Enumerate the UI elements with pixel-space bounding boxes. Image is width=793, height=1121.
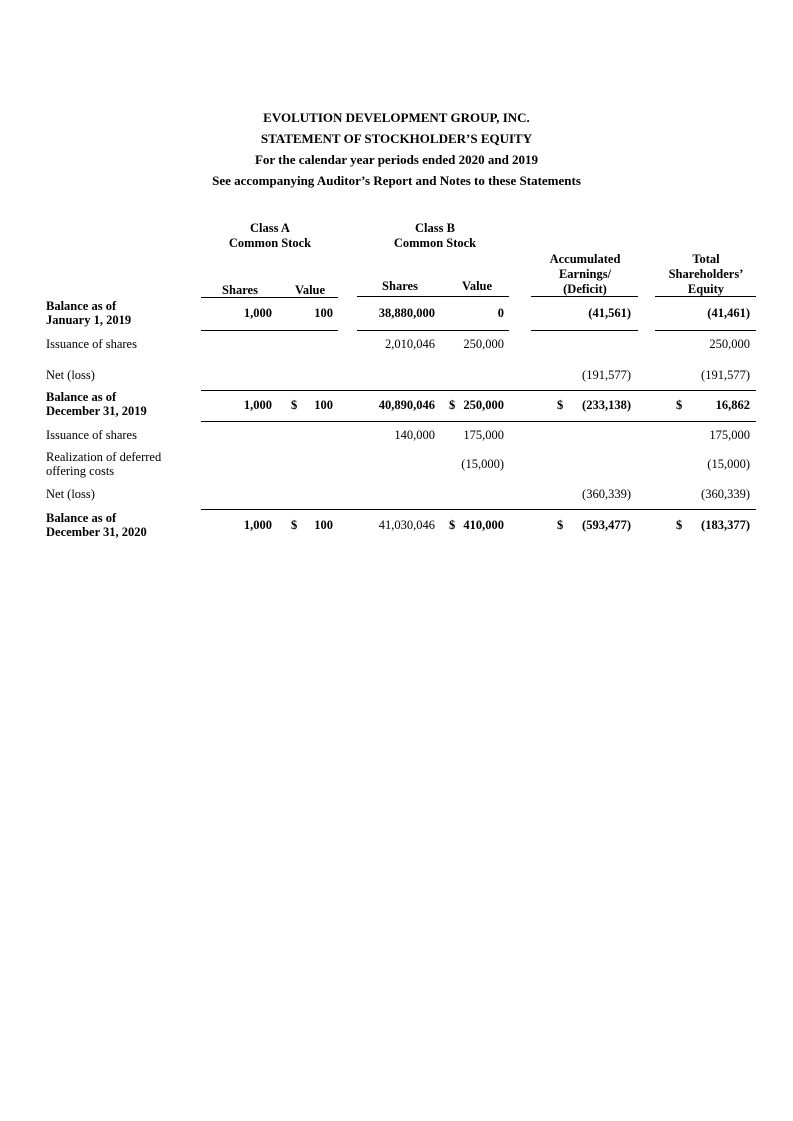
currency-sign: $ xyxy=(676,518,683,532)
accum-line2: Earnings/ xyxy=(558,267,612,281)
row-label-line2: December 31, 2020 xyxy=(46,525,147,539)
row-label-line1: Realization of deferred xyxy=(46,450,162,464)
class-b-underline xyxy=(357,296,509,297)
currency-sign: $ xyxy=(557,398,564,412)
currency-sign: $ xyxy=(291,518,298,532)
row-label-line2: offering costs xyxy=(46,464,115,478)
divider xyxy=(531,330,638,331)
balDec2020-a-shares: 1,000 xyxy=(243,518,272,532)
divider xyxy=(201,330,338,331)
class-b-header xyxy=(365,221,505,251)
total-header xyxy=(655,252,757,297)
total-underline xyxy=(655,296,756,297)
currency-sign: $ xyxy=(291,398,298,412)
total-line2: Shareholders’ xyxy=(668,267,744,281)
row-balance-dec-2020-label xyxy=(46,511,147,539)
row-label-line1: Balance as of xyxy=(46,390,117,404)
net2020-accum: (360,339) xyxy=(582,487,631,501)
accum-header xyxy=(530,252,640,297)
balDec2019-b-shares: 40,890,046 xyxy=(378,398,435,412)
class-a-line2: Common Stock xyxy=(228,236,312,250)
issue2020-b-value: 175,000 xyxy=(463,428,504,442)
col-a-shares: Shares xyxy=(222,283,258,297)
divider xyxy=(357,330,509,331)
class-b-line2: Common Stock xyxy=(393,236,477,250)
balDec2019-total: 16,862 xyxy=(715,398,750,412)
row-realization-label xyxy=(46,450,161,478)
row-label-line2: January 1, 2019 xyxy=(46,313,132,327)
balDec2020-a-value: 100 xyxy=(314,518,333,532)
bal2019-b-shares: 38,880,000 xyxy=(378,306,435,320)
divider xyxy=(201,390,756,391)
row-label-line2: December 31, 2019 xyxy=(46,404,147,418)
class-a-header xyxy=(200,221,340,251)
total-line1: Total xyxy=(692,252,720,266)
net2019-accum: (191,577) xyxy=(582,368,631,382)
currency-sign: $ xyxy=(557,518,564,532)
net2020-total: (360,339) xyxy=(701,487,750,501)
row-issuance-2020-label: Issuance of shares xyxy=(46,428,137,442)
issue2019-total: 250,000 xyxy=(709,337,750,351)
divider xyxy=(201,421,756,422)
balDec2020-b-value: 410,000 xyxy=(463,518,504,532)
bal2019-a-shares: 1,000 xyxy=(243,306,272,320)
bal2019-b-value: 0 xyxy=(497,306,504,320)
issue2019-b-value: 250,000 xyxy=(463,337,504,351)
bal2019-a-value: 100 xyxy=(314,306,333,320)
balDec2019-a-value: 100 xyxy=(314,398,333,412)
balDec2020-b-shares: 41,030,046 xyxy=(378,518,435,532)
divider xyxy=(655,330,756,331)
net2019-total: (191,577) xyxy=(701,368,750,382)
accum-line3: (Deficit) xyxy=(563,282,607,296)
realization-b-value: (15,000) xyxy=(461,457,504,471)
period-subtitle: For the calendar year periods ended 2020 and 2019 xyxy=(254,152,539,167)
balDec2019-a-shares: 1,000 xyxy=(243,398,272,412)
realization-total: (15,000) xyxy=(707,457,750,471)
issue2019-b-shares: 2,010,046 xyxy=(385,337,435,351)
bal2019-accum: (41,561) xyxy=(588,306,631,320)
issue2020-b-shares: 140,000 xyxy=(394,428,435,442)
row-balance-jan-2019-label xyxy=(46,299,131,327)
company-name: EVOLUTION DEVELOPMENT GROUP, INC. xyxy=(263,110,530,125)
col-b-shares: Shares xyxy=(382,279,418,293)
auditor-note: See accompanying Auditor’s Report and Notes to these Statements xyxy=(212,173,581,188)
divider xyxy=(201,509,756,510)
bal2019-total: (41,461) xyxy=(707,306,750,320)
col-b-value: Value xyxy=(461,279,493,293)
balDec2020-total: (183,377) xyxy=(701,518,750,532)
total-line3: Equity xyxy=(687,282,725,296)
class-a-line1: Class A xyxy=(250,221,290,235)
row-net-loss-2019-label: Net (loss) xyxy=(46,368,95,382)
statement-title: STATEMENT OF STOCKHOLDER’S EQUITY xyxy=(260,131,533,146)
row-net-loss-2020-label: Net (loss) xyxy=(46,487,95,501)
row-issuance-2019-label: Issuance of shares xyxy=(46,337,137,351)
accum-line1: Accumulated xyxy=(549,252,621,266)
row-label-line1: Balance as of xyxy=(46,299,117,313)
col-a-value: Value xyxy=(294,283,326,297)
issue2020-total: 175,000 xyxy=(709,428,750,442)
balDec2020-accum: (593,477) xyxy=(582,518,631,532)
currency-sign: $ xyxy=(449,518,456,532)
balDec2019-accum: (233,138) xyxy=(582,398,631,412)
row-label-line1: Balance as of xyxy=(46,511,117,525)
class-b-line1: Class B xyxy=(415,221,455,235)
accum-underline xyxy=(531,296,638,297)
class-a-underline xyxy=(201,297,338,298)
balDec2019-b-value: 250,000 xyxy=(463,398,504,412)
row-balance-dec-2019-label xyxy=(46,390,147,418)
currency-sign: $ xyxy=(676,398,683,412)
currency-sign: $ xyxy=(449,398,456,412)
